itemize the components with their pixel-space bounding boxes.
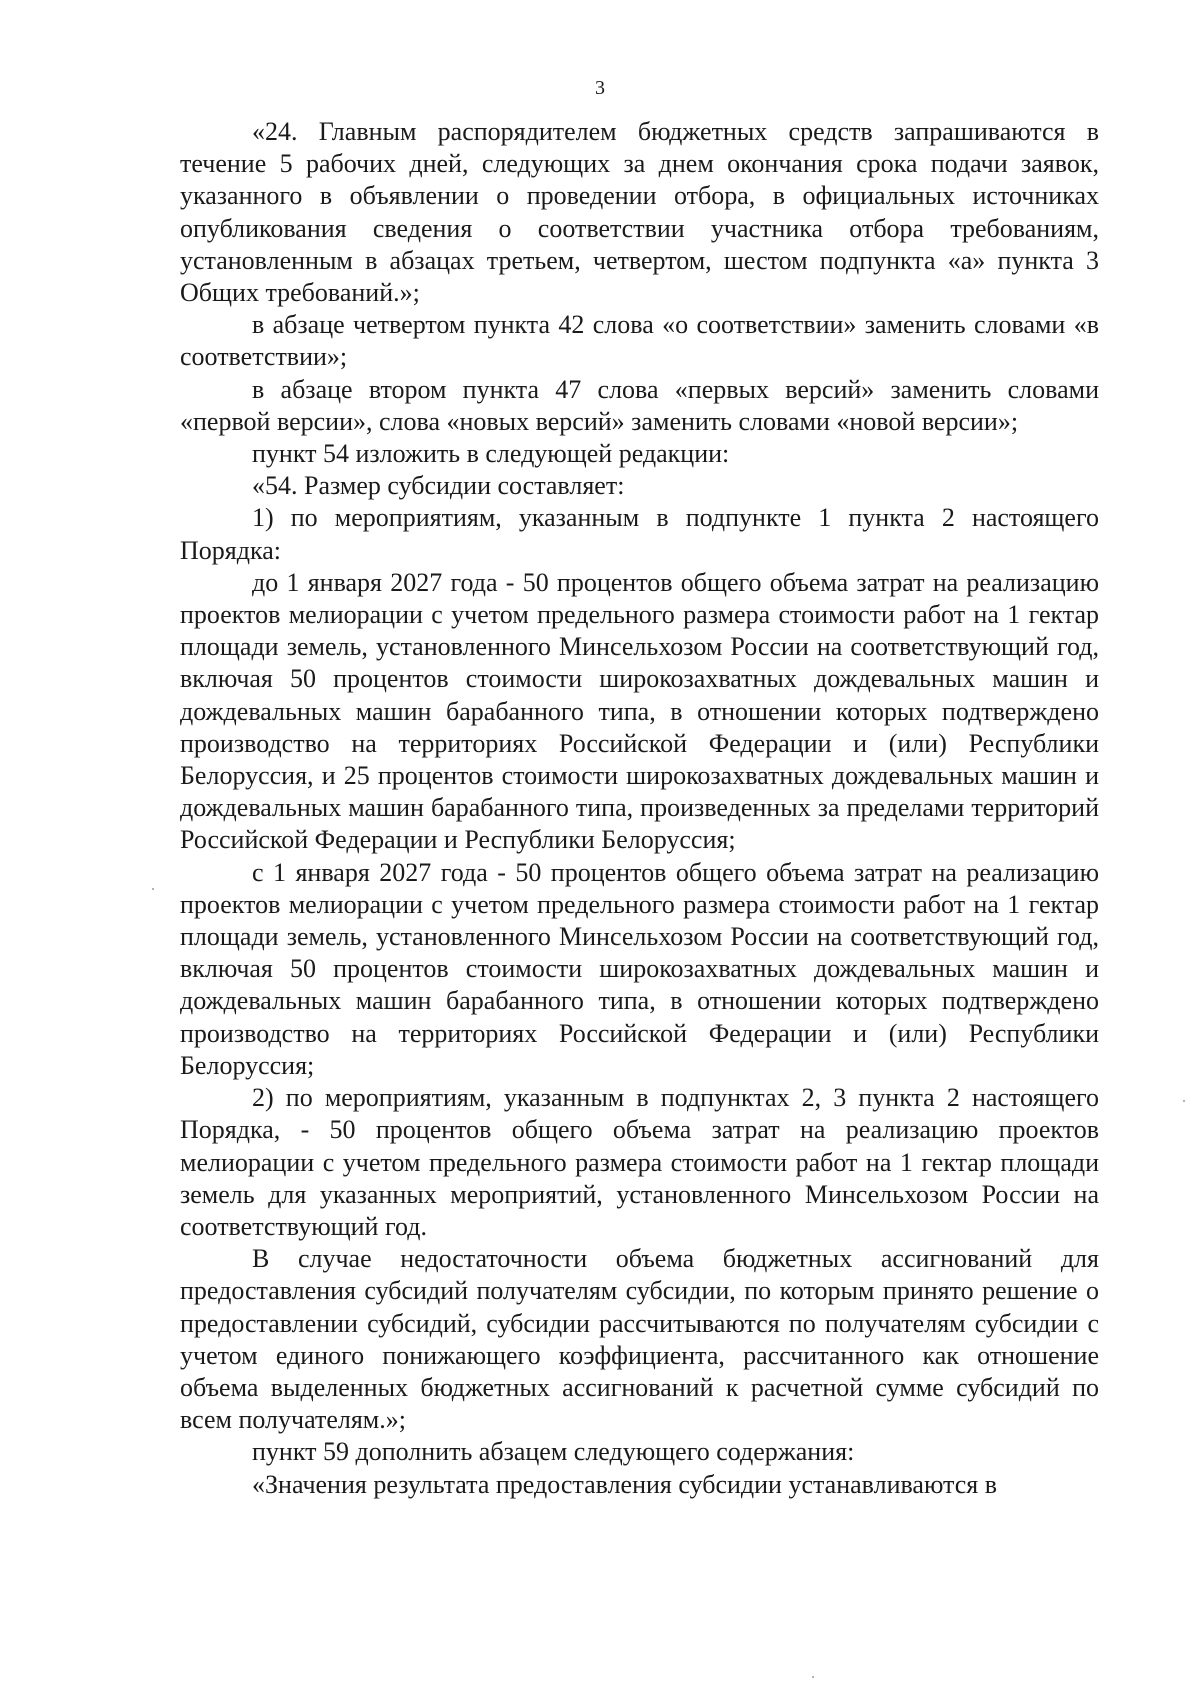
scan-speck [812, 1676, 814, 1678]
paragraph-clause-54-heading: «54. Размер субсидии составляет: [252, 471, 625, 501]
paragraph-clause-59-intro: пункт 59 дополнить абзацем следующего содержания: [252, 1437, 855, 1467]
paragraph-result-values: «Значения результата предоставления субсидии устанавливаются в [252, 1469, 998, 1499]
paragraph-clause-47-amendment: в абзаце втором пункта 47 слова «первых версий» заменить словами «первой версии», слова «новых версий» заменить словами «новой версии»; [180, 374, 1099, 436]
paragraph-item-1: 1) по мероприятиям, указанным в подпункте 1 пункта 2 настоящего Порядка: [180, 503, 1099, 565]
paragraph-clause-24: «24. Главным распорядителем бюджетных средств запрашиваются в течение 5 рабочих дней, следующих за днем окончания срока подачи заявок, указанного в объявлении о проведении отбора, в официальных источниках опубликования сведения о соответствии участника отбора требованиям, установленным в абзацах третьем, четвертом, шестом подпункта «а» пункта 3 Общих требований.»; [180, 117, 1099, 308]
paragraph-insufficient-funds: В случае недостаточности объема бюджетных ассигнований для предоставления субсидий получателям субсидии, по которым принято решение о предоставлении субсидий, субсидии рассчитываются по получателям субсидии с учетом единого понижающего коэффициента, рассчитанного как отношение объема выделенных бюджетных ассигнований к расчетной сумме субсидий по всем получателям.»; [180, 1244, 1099, 1435]
paragraph-clause-42-amendment: в абзаце четвертом пункта 42 слова «о соответствии» заменить словами «в соответствии»; [180, 310, 1099, 372]
paragraph-before-2027: до 1 января 2027 года - 50 процентов общего объема затрат на реализацию проектов мелиорации с учетом предельного размера стоимости работ на 1 гектар площади земель, установленного Минсельхозом России на соответствующий год, включая 50 процентов стоимости широкозахватных дождевальных машин и дождевальных машин барабанного типа, в отношении которых подтверждено производство на территориях Российской Федерации и (или) Республики Белоруссия, и 25 процентов стоимости широкозахватных дождевальных машин и дождевальных машин барабанного типа, произведенных за пределами территорий Российской Федерации и Республики Белоруссия; [180, 567, 1099, 855]
page-number: 3 [595, 77, 605, 99]
paragraph-clause-54-intro: пункт 54 изложить в следующей редакции: [252, 439, 730, 469]
document-body [180, 116, 1099, 1501]
scan-speck [152, 888, 154, 890]
paragraph-item-2: 2) по мероприятиям, указанным в подпунктах 2, 3 пункта 2 настоящего Порядка, - 50 процентов общего объема затрат на реализацию проектов мелиорации с учетом предельного размера стоимости работ на 1 гектар площади земель для указанных мероприятий, установленного Минсельхозом России на соответствующий год. [180, 1083, 1099, 1241]
scan-speck [1183, 1100, 1185, 1102]
paragraph-from-2027: с 1 января 2027 года - 50 процентов общего объема затрат на реализацию проектов мелиорации с учетом предельного размера стоимости работ на 1 гектар площади земель, установленного Минсельхозом России на соответствующий год, включая 50 процентов стоимости широкозахватных дождевальных машин и дождевальных машин барабанного типа, в отношении которых подтверждено производство на территориях Российской Федерации и (или) Республики Белоруссия; [180, 857, 1099, 1080]
